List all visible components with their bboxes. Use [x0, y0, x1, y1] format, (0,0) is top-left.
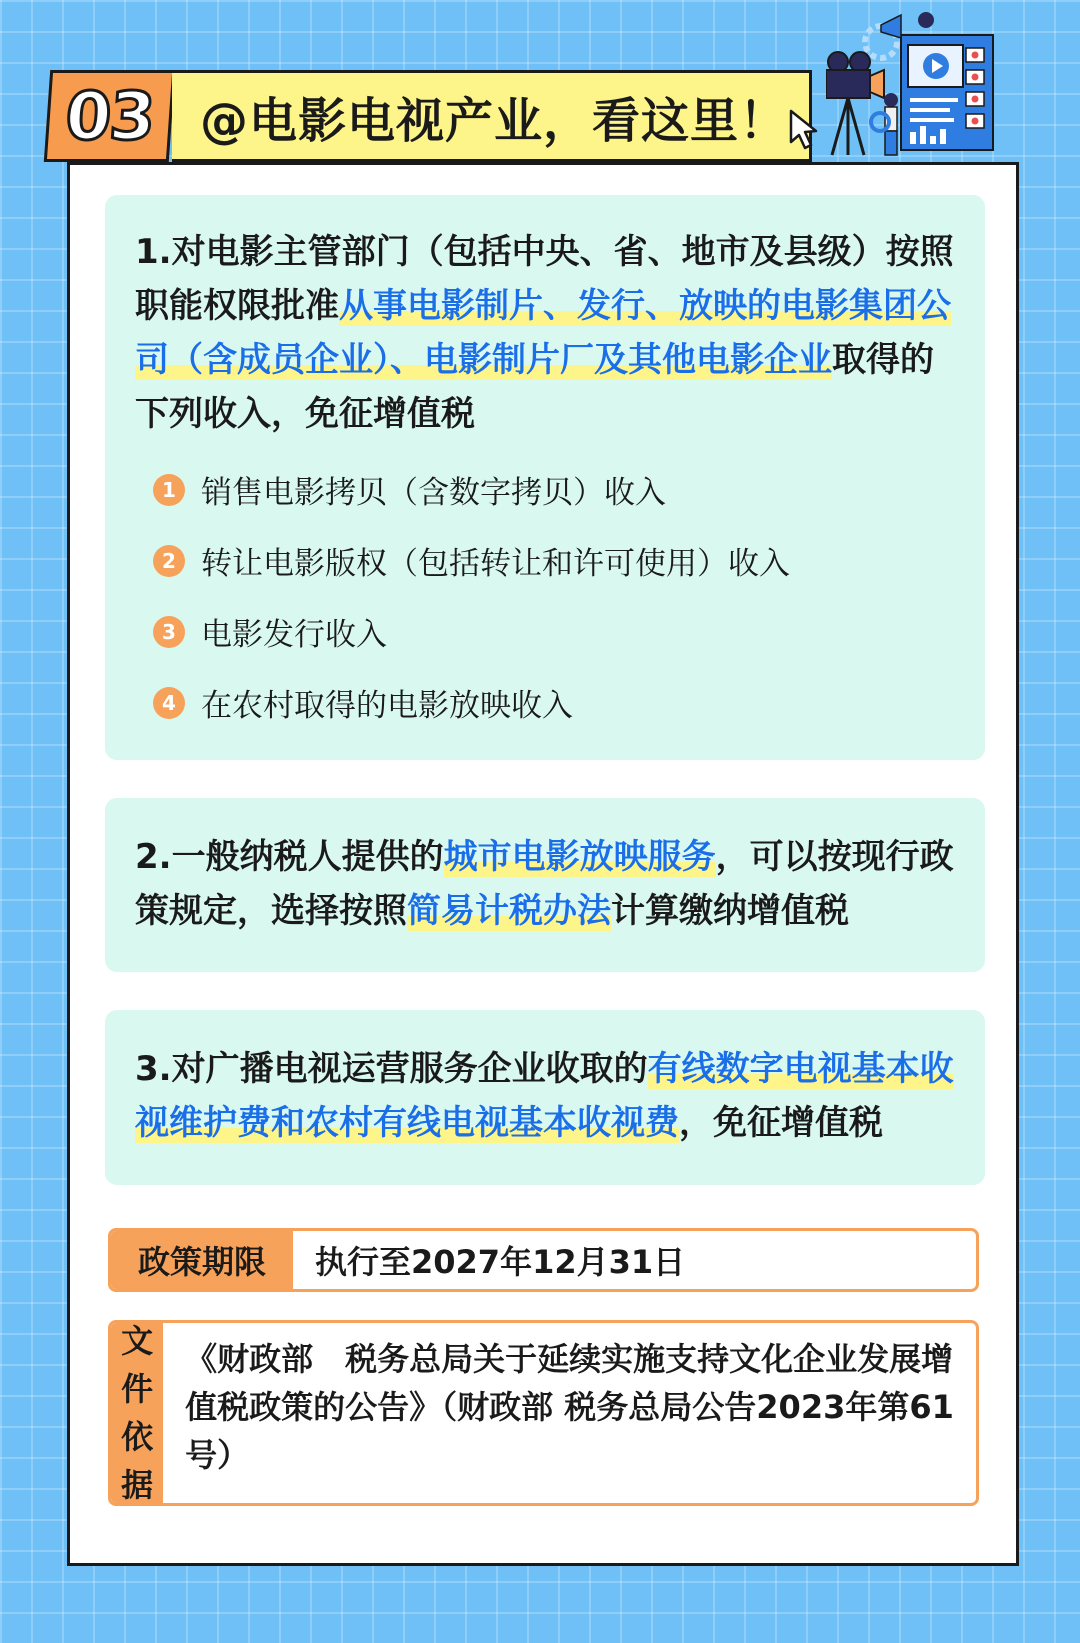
list-item: [153, 538, 790, 583]
section-3-text-a: 3.对广播电视运营服务企业收取的: [135, 1049, 648, 1089]
policy-period-row: [108, 1228, 979, 1292]
policy-period-value: 执行至2027年12月31日: [315, 1243, 686, 1281]
document-basis-value: 《财政部 税务总局关于延续实施支持文化企业发展增值税政策的公告》（财政部 税务总局公告2023年第61号）: [185, 1340, 954, 1474]
section-2-text-c: 计算缴纳增值税: [611, 891, 849, 931]
section-2-paragraph: [135, 830, 960, 938]
section-number-badge: [44, 70, 175, 162]
section-3-paragraph: [135, 1042, 960, 1150]
item-text: 在农村取得的电影放映收入: [201, 688, 573, 724]
section-1: [105, 195, 985, 760]
document-basis-label: [111, 1323, 163, 1503]
item-text: 销售电影拷贝（含数字拷贝）收入: [201, 475, 666, 511]
section-1-text-a: 1.对电影主管部门（包括中央、省、地市及县级）按照职能权限批准: [135, 232, 954, 326]
section-3-highlight: 有线数字电视基本收视维护费和农村有线电视基本收视费: [135, 1049, 954, 1143]
policy-period-label: 政策期限: [111, 1231, 293, 1289]
section-2-highlight-1: 城市电影放映服务: [443, 837, 716, 877]
item-number-badge: 1: [153, 474, 185, 506]
section-1-highlight: 从事电影制片、发行、放映的电影集团公司（含成员企业）、电影制片厂及其他电影企业: [135, 286, 951, 380]
document-basis-label-line-2: 依据: [121, 1418, 154, 1504]
list-item: [153, 467, 666, 512]
film-camera-illustration: [826, 10, 1046, 160]
item-number-badge: 3: [153, 616, 185, 648]
section-2-text-b: ，可以按现行政策规定，选择按照: [135, 837, 954, 931]
item-text: 转让电影版权（包括转让和许可使用）收入: [201, 546, 790, 582]
section-2: [105, 798, 985, 972]
list-item: [153, 609, 387, 654]
section-1-text-b: 取得的下列收入，免征增值税: [135, 340, 934, 434]
cursor-icon: [788, 108, 824, 150]
document-basis-row: [108, 1320, 979, 1506]
list-item: [153, 680, 573, 725]
item-text: 电影发行收入: [201, 617, 387, 653]
page-title-banner: [172, 70, 812, 162]
section-number: 03: [62, 77, 157, 155]
item-number-badge: 2: [153, 545, 185, 577]
document-basis-label-line-1: 文件: [121, 1322, 154, 1408]
item-number-badge: 4: [153, 687, 185, 719]
section-2-highlight-2: 简易计税办法: [407, 891, 611, 931]
section-3-text-b: ，免征增值税: [679, 1103, 883, 1143]
section-3: [105, 1010, 985, 1185]
section-2-text-a: 2.一般纳税人提供的: [135, 837, 444, 877]
page-title: @电影电视产业，看这里！: [200, 92, 789, 149]
section-1-paragraph: [135, 225, 960, 441]
